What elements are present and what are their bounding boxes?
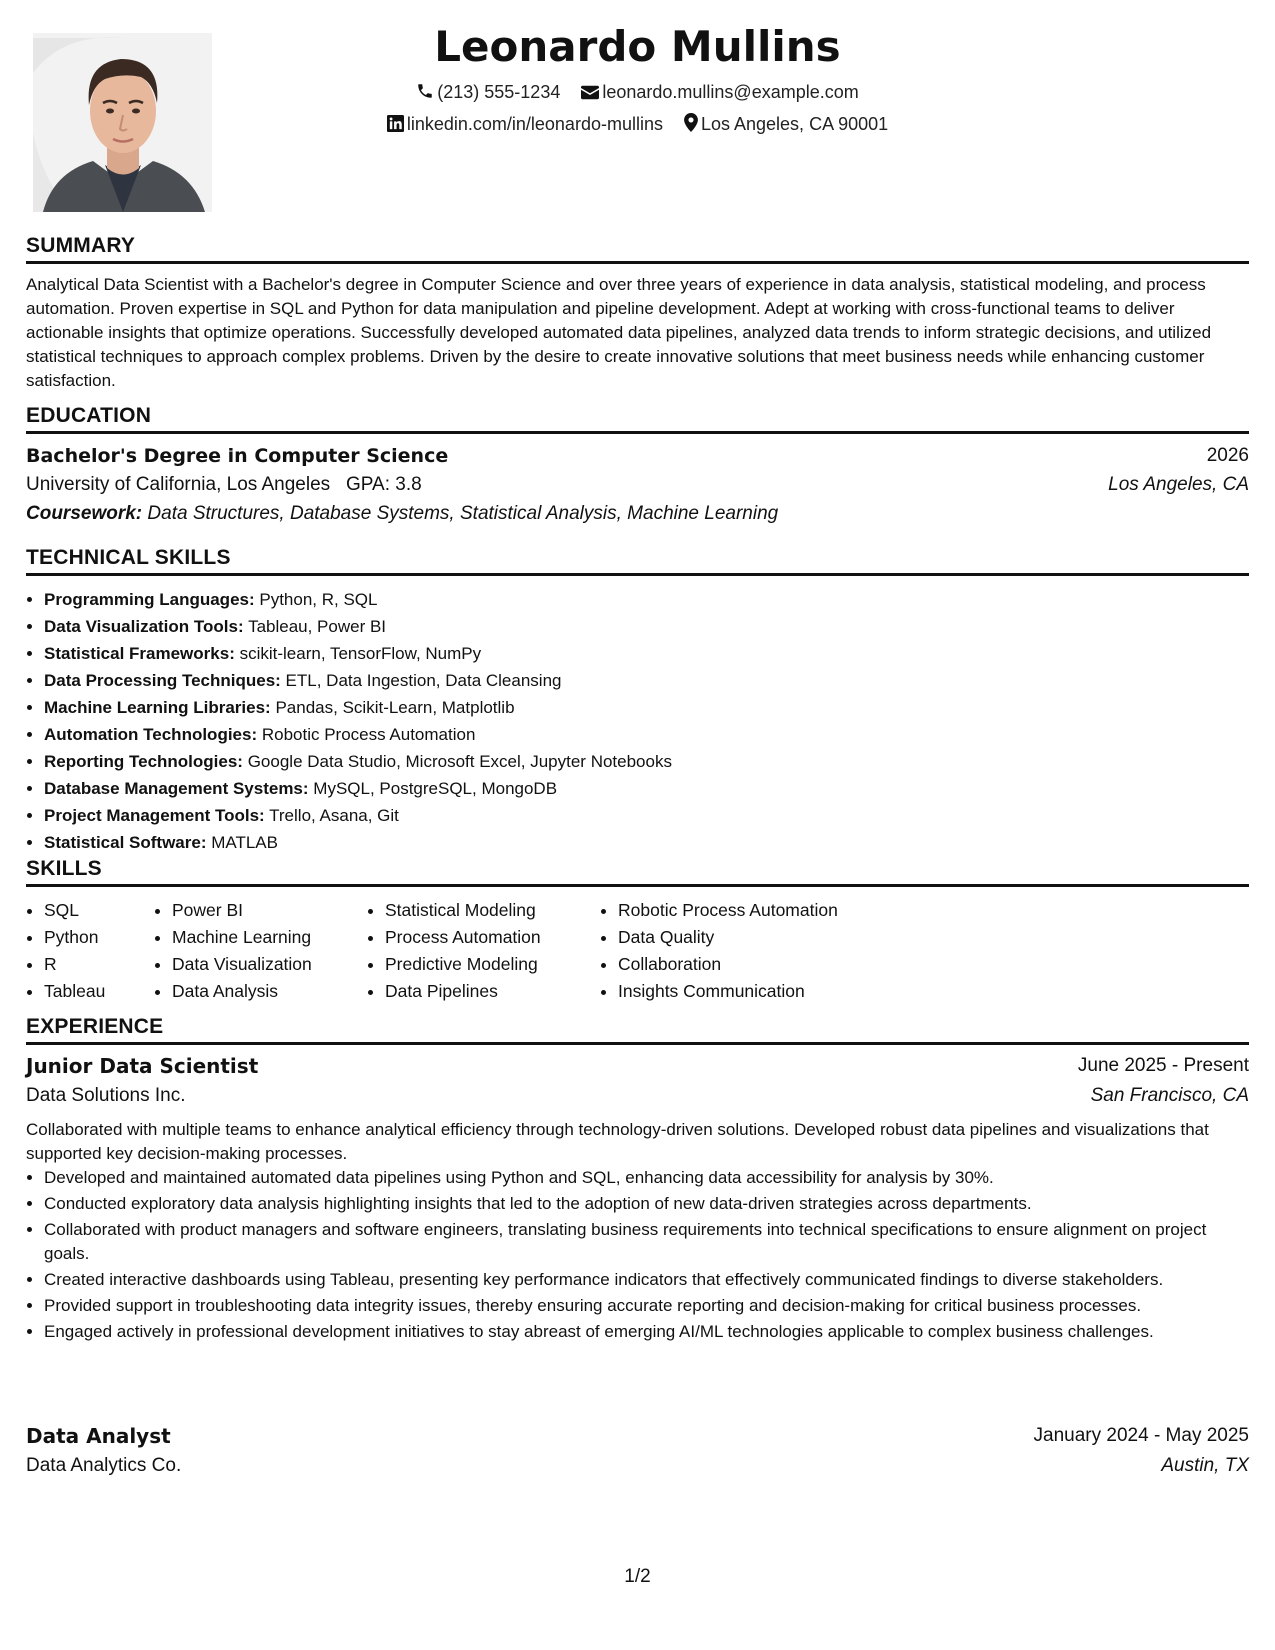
coursework-label: Coursework: — [26, 503, 143, 524]
list-item: • Data Analysis — [172, 978, 367, 1005]
phone-contact — [416, 82, 560, 103]
list-item: • Predictive Modeling — [385, 951, 600, 978]
list-item: • Collaborated with product managers and software engineers, translating business requirements into technical specifications to ensure alignment on project goals. — [44, 1218, 1249, 1266]
job-location: Austin, TX — [1161, 1455, 1249, 1476]
skill-values: ETL, Data Ingestion, Data Cleansing — [285, 671, 562, 690]
skill-values: MySQL, PostgreSQL, MongoDB — [313, 779, 558, 798]
experience-heading: EXPERIENCE — [26, 1015, 1249, 1045]
list-item: • Process Automation — [385, 924, 600, 951]
degree-title: Bachelor's Degree in Computer Science — [26, 445, 449, 467]
summary-text: Analytical Data Scientist with a Bachelor's degree in Computer Science and over three years of experience in data analysis, statistical modeling, and process automation. Proven expertise in SQL and Python for data manipulation and pipeline development. Adept at working with cross-functional teams to deliver actionable insights that optimize operations. Successfully developed automated data pipelines, analyzed data trends to inform strategic decisions, and utilized statistical techniques to approach complex problems. Driven by the desire to create innovative solutions that meet business needs while enhancing customer satisfaction. — [26, 275, 1212, 390]
skills-column-4 — [600, 897, 918, 1005]
list-item: • SQL — [44, 897, 154, 924]
list-item: • Provided support in troubleshooting data integrity issues, thereby ensuring accurate reporting and decision-making for critical business processes. — [44, 1294, 1249, 1318]
coursework-line — [26, 502, 778, 526]
skills-heading: SKILLS — [26, 857, 1249, 887]
school-location: Los Angeles, CA — [1108, 474, 1249, 495]
phone-text: (213) 555-1234 — [437, 81, 561, 102]
location-contact — [684, 113, 888, 135]
skill-values: Robotic Process Automation — [261, 725, 476, 744]
skill-values: Python, R, SQL — [259, 590, 378, 609]
skill-values: scikit-learn, TensorFlow, NumPy — [239, 644, 482, 663]
skill-category: Database Management Systems: — [44, 779, 309, 798]
skill-category: Data Processing Techniques: — [44, 671, 281, 690]
job-description: Collaborated with multiple teams to enhance analytical efficiency through technology-driven solutions. Developed robust data pipelines and visualizations that supported key decision-making processes. — [26, 1120, 1209, 1163]
skill-values: MATLAB — [211, 833, 278, 852]
list-item: • Conducted exploratory data analysis highlighting insights that led to the adoption of new data-driven strategies across departments. — [44, 1192, 1249, 1216]
skill-category: Project Management Tools: — [44, 806, 265, 825]
list-item: • Data Visualization — [172, 951, 367, 978]
contact-row-2 — [26, 113, 1249, 135]
company-name: Data Analytics Co. — [26, 1455, 182, 1476]
skill-values: Trello, Asana, Git — [269, 806, 399, 825]
list-item — [44, 748, 1249, 775]
list-item: • Power BI — [172, 897, 367, 924]
education-section — [26, 444, 1249, 532]
email-link[interactable]: leonardo.mullins@example.com — [602, 81, 859, 102]
job-dates: June 2025 - Present — [1077, 1055, 1249, 1076]
job-entry-2 — [26, 1424, 1249, 1484]
job-location: San Francisco, CA — [1090, 1085, 1249, 1106]
skill-category: Statistical Frameworks: — [44, 644, 235, 663]
list-item: • Tableau — [44, 978, 154, 1005]
summary-section — [26, 273, 1249, 393]
skills-column-1 — [26, 897, 154, 1005]
coursework-list: Data Structures, Database Systems, Statistical Analysis, Machine Learning — [147, 503, 779, 524]
job-title: Data Analyst — [26, 1424, 171, 1448]
list-item — [44, 802, 1249, 829]
email-contact[interactable] — [581, 82, 858, 103]
list-item: • Developed and maintained automated data pipelines using Python and SQL, enhancing data accessibility for analysis by 30%. — [44, 1166, 1249, 1190]
skill-category: Machine Learning Libraries: — [44, 698, 271, 717]
list-item: • Robotic Process Automation — [618, 897, 918, 924]
list-item: • Engaged actively in professional development initiatives to stay abreast of emerging AI/ML technologies applicable to complex business challenges. — [44, 1320, 1249, 1344]
list-item — [44, 613, 1249, 640]
list-item: • Created interactive dashboards using Tableau, presenting key performance indicators that effectively communicated findings to diverse stakeholders. — [44, 1268, 1249, 1292]
list-item: • Data Pipelines — [385, 978, 600, 1005]
list-item: • Python — [44, 924, 154, 951]
map-pin-icon — [684, 113, 698, 132]
contact-row-1 — [26, 81, 1249, 103]
school-name: University of California, Los Angeles — [26, 474, 331, 495]
list-item — [44, 721, 1249, 748]
linkedin-icon — [387, 115, 404, 132]
list-item: • Collaboration — [618, 951, 918, 978]
experience-section — [26, 1054, 1249, 1346]
skills-grid — [26, 897, 918, 1005]
gpa: GPA: 3.8 — [346, 474, 422, 495]
job-dates: January 2024 - May 2025 — [1033, 1425, 1249, 1446]
skills-column-3 — [367, 897, 600, 1005]
list-item — [44, 829, 1249, 856]
skill-category: Statistical Software: — [44, 833, 207, 852]
list-item — [44, 640, 1249, 667]
summary-heading: SUMMARY — [26, 234, 1249, 264]
technical-skills-heading: TECHNICAL SKILLS — [26, 546, 1249, 576]
list-item: • R — [44, 951, 154, 978]
list-item — [44, 667, 1249, 694]
envelope-icon — [581, 85, 599, 100]
skill-values: Tableau, Power BI — [248, 617, 387, 636]
skill-category: Programming Languages: — [44, 590, 255, 609]
page-number: 1/2 — [624, 1566, 651, 1587]
school-line — [26, 473, 422, 497]
job-title: Junior Data Scientist — [26, 1054, 259, 1078]
list-item: • Machine Learning — [172, 924, 367, 951]
list-item — [44, 775, 1249, 802]
candidate-name: Leonardo Mullins — [434, 22, 841, 71]
skill-category: Automation Technologies: — [44, 725, 258, 744]
list-item: • Statistical Modeling — [385, 897, 600, 924]
skill-values: Google Data Studio, Microsoft Excel, Jupyter Notebooks — [247, 752, 672, 771]
job-bullets — [26, 1166, 1249, 1344]
linkedin-link[interactable]: linkedin.com/in/leonardo-mullins — [406, 113, 663, 134]
location-text: Los Angeles, CA 90001 — [700, 114, 889, 135]
skill-category: Data Visualization Tools: — [44, 617, 244, 636]
job-entry — [26, 1054, 1249, 1344]
education-heading: EDUCATION — [26, 404, 1249, 434]
linkedin-contact[interactable] — [387, 114, 663, 135]
company-name: Data Solutions Inc. — [26, 1085, 186, 1106]
skill-category: Reporting Technologies: — [44, 752, 243, 771]
skills-column-2 — [154, 897, 367, 1005]
phone-icon — [416, 82, 434, 100]
list-item: • Data Quality — [618, 924, 918, 951]
list-item: • Insights Communication — [618, 978, 918, 1005]
technical-skills-list — [26, 586, 1249, 856]
list-item — [44, 694, 1249, 721]
technical-skills-section — [26, 586, 1249, 856]
graduation-year: 2026 — [1206, 445, 1249, 466]
skill-values: Pandas, Scikit-Learn, Matplotlib — [275, 698, 515, 717]
list-item — [44, 586, 1249, 613]
resume-page — [26, 0, 1249, 1650]
